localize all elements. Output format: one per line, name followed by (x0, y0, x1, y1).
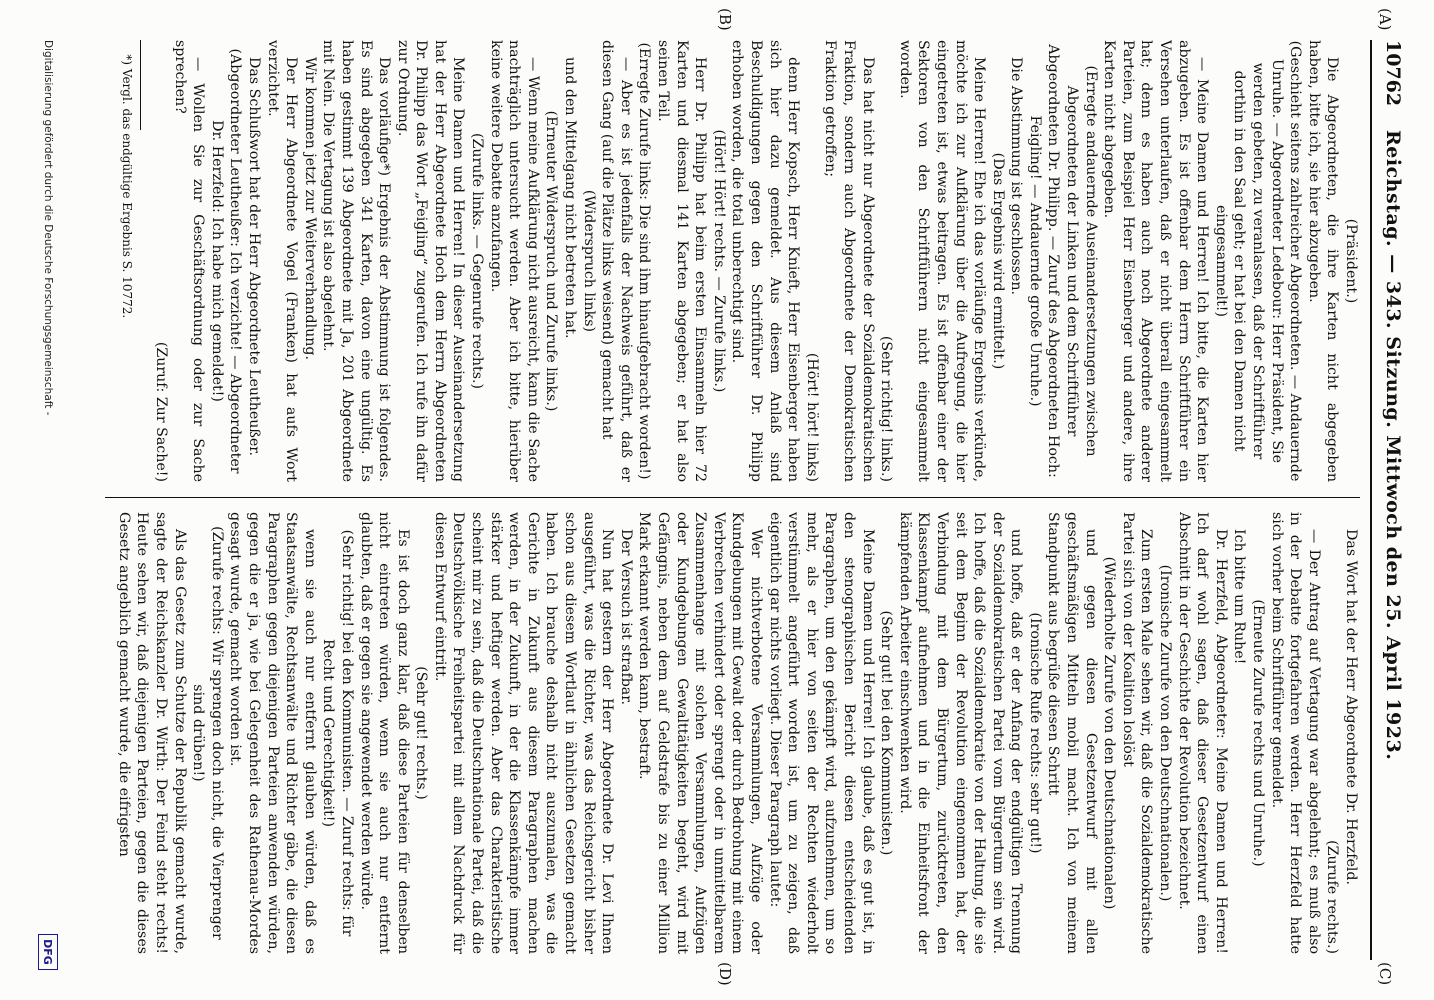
right-column-paragraph: Als das Gesetz zum Schutze der Republik gemacht wurde, sagte der Reichskanzler Dr. Wirth: Der Feind steht rechts! Heute sehen wir, daß diejenigen Parteien, gegen die dieses Gesetz angeblich gemacht wurde, die eifrigsten (115, 512, 188, 954)
left-column-paragraph: (Abgeordneter Leutheußer: Ich verzichte! — Abgeordneter Dr. Herzfeld: Ich habe mich gemeldet!) (208, 48, 244, 474)
margin-label-c: (C) (1376, 962, 1394, 986)
right-column-paragraph: Nun hat gestern der Herr Abgeordnete Dr. Levi Ihnen ausgeführt, was die Richter, was das Reichsgericht bisher schon aus diesem Wortlaut in ähnlichen Gesetzen gemacht haben. Ich brauche deshalb nicht auszumalen, was die Gerichte in Zukunft aus diesem Paragraphen machen werden, in der Zukunft, in der die Klassenkämpfe immer stärker und heftiger werden. Aber das Charakteristische scheint mir zu sein, daß die Deutschnationale Partei, daß die Deutschvölkische Freiheitspartei mit allem Nachdruck für diesen Entwurf eintritt. (431, 512, 616, 954)
left-column-paragraph: Wir kommen jetzt zur Weiterverhandlung. (301, 57, 318, 361)
margin-label-b: (B) (716, 8, 734, 31)
right-column-paragraph: Meine Damen und Herren! Ich glaube, daß es gut ist, in den stenographischen Bericht diesen entscheidenden Paragraphen, um den gekämpft wird, aufzunehmen, um so mehr, als er hier von seiten der Rechten wiederholt verstümmelt angeführt worden ist, um zu zeigen, daß eigentlich gar nichts vorliegt. Dieser Paragraph lautet: (766, 512, 876, 954)
left-column-paragraph: Die Abstimmung ist geschlossen. (1008, 57, 1025, 296)
right-column-paragraph: (Ironische Zurufe von den Deutschnationalen.) (1157, 564, 1174, 902)
left-column-paragraph: Meine Herren! Ehe ich das vorläufige Ergebnis verkünde, möchte ich zur Aufklärung über die Aufregung, die hier eingetreten ist, etwas beitragen. Es ist offenbar einer der Sektoren von den Schriftführern nicht eingesammelt worden. (896, 40, 988, 482)
left-column-paragraph: Meine Damen und Herren! In dieser Auseinandersetzung hat der Herr Abgeordnete Hoch dem Herrn Abgeordneten Dr. Philipp das Wort „Feigling“ zugerufen. Ich rufe ihn dafür zur Ordnung. (394, 40, 467, 482)
right-column-paragraph: (Sehr gut! rechts.) (413, 666, 430, 800)
left-column-paragraph: (Sehr richtig! links.) (878, 335, 895, 482)
left-column-paragraph: (Geschieht seitens zahlreicher Abgeordneten. — Andauernde Unruhe. — Abgeordneter Ledebour: Herr Präsident, Sie werden gebeten, zu veranlassen, daß der Schriftführer dorthin in den Saal geht; er hat bei den Damen nicht eingesammelt!) (1212, 40, 1304, 482)
footnote-rule (140, 40, 141, 130)
right-column-paragraph: wenn sie auch nur entfernt glauben würden, daß es Staatsanwälte, Rechtsanwälte und Richter gäbe, die diesen Paragraphen gegen diejenigen Parteien anwenden würden, gegen die er ja, wie bei Gelegenheit des Rathenau-Mordes gesagt wurde, gemacht worden ist. (227, 512, 318, 954)
right-column-paragraph: (Wiederholte Zurufe von den Deutschnationalen) (1101, 556, 1118, 910)
left-column-paragraph: — Aber es ist jedenfalls der Nachweis geführt, daß er diesen Gang (auf die Plätze links weisend) gemacht hat (599, 40, 634, 482)
right-column-paragraph: und gegen diesen Gesetzentwurf mit allen geschäftsmäßigen Mitteln mobil macht. Ich von meinem Standpunkt aus begrüße diesen Schritt (1045, 512, 1099, 954)
left-column-paragraph: — Wenn meine Aufklärung nicht ausreicht, kann die Sache nachträglich untersucht werden. Aber ich bitte, hierüber keine weitere Debatte anzufangen. (487, 40, 541, 482)
left-column-paragraph: (Erregte Zurufe links: Die sind ihm hinaufgebracht worden!) (636, 42, 653, 480)
left-column-paragraph: und den Mittelgang nicht betreten hat. (562, 57, 579, 339)
left-column-paragraph: (Zurufe links. — Gegenrufe rechts.) (469, 132, 486, 390)
left-column-paragraph: (Hört! Hört! rechts. — Zurufe links.) (710, 129, 727, 393)
margin-label-a: (A) (1376, 8, 1394, 31)
right-column-paragraph: Dr. Herzfeld, Abgeordneter: Meine Damen und Herren! Ich darf wohl sagen, daß dieser Gesetzentwurf einen Abschnitt in der Geschichte der Revolution bezeichnet. (1175, 512, 1229, 954)
left-column (105, 40, 1360, 482)
right-column-paragraph: (Erneute Zurufe rechts und Unruhe.) (1250, 599, 1267, 867)
right-column-paragraph: Wer nichtverbotene Versammlungen, Aufzüge oder Kundgebungen mit Gewalt oder durch Bedrohung mit einem Verbrechen verhindert oder sprengt oder in unmittelbarem Zusammenhange mit solchen Versammlungen, Aufzügen oder Kundgebungen Gewalttätigkeiten begeht, wird mit Gefängnis, neben dem auf Geldstrafe bis zu einer Million Mark erkannt werden kann, bestraft. (636, 512, 764, 954)
left-column-paragraph: (Erneuter Widerspruch und Zurufe links.) (543, 110, 560, 412)
right-column-paragraph: Zum ersten Male sehen wir, daß die Sozialdemokratische Partei sich von der Koalition loslöst (1119, 512, 1155, 954)
column-divider (105, 497, 1360, 498)
right-column-paragraph: (Ironische Rufe rechts: sehr gut!) (1026, 612, 1043, 854)
left-column-paragraph: Das hat nicht nur Abgeordnete der Sozialdemokratischen Fraktion, sondern auch Abgeordnete der Demokratischen Fraktion getroffen; (822, 40, 876, 482)
left-column-paragraph: (Erregte andauernde Auseinandersetzungen zwischen Abgeordneten der Linken und dem Schriftführer Abgeordneten Dr. Philipp. — Zuruf des Abgeordneten Hoch: Feigling! — Andauernde große Unruhe.) (1026, 44, 1099, 478)
left-column-paragraph: — Meine Damen und Herren! Ich bitte, die Karten hier abzugeben. Es ist offenbar dem Herrn Schriftführer ein Versehen unterlaufen, daß er nicht überall eingesammelt hat; denn es haben auch noch Abgeordnete anderer Parteien, zum Beispiel Herr Eisenberger und andere, ihre Karten nicht abgegeben. (1101, 40, 1211, 482)
right-column-paragraph: Der Versuch ist strafbar. (617, 529, 634, 706)
right-column-paragraph: Das Wort hat der Herr Abgeordnete Dr. Herzfeld. (1343, 529, 1359, 885)
right-column (105, 512, 1360, 954)
right-column-paragraph: (Sehr gut! bei den Kommunisten.) (878, 610, 895, 856)
footnote: *) Vergl. das endgültige Ergebnis S. 10772. (120, 54, 135, 319)
right-column-paragraph: und hoffe, daß er der Anfang der endgültigen Trennung der Sozialdemokratischen Partei vom Bürgertum sein wird. Ich hoffe, daß die Sozialdemokratie von der Haltung, die sie seit dem Beginn der Revolution eingenommen hat, der Verbindung mit dem Bürgertum, zurücktreten, den Klassenkampf aufnehmen und in die Einheitsfront der kämpfenden Arbeiter einschwenken wird. (896, 512, 1025, 954)
right-column-paragraph: Es ist doch ganz klar, daß diese Parteien für denselben nicht eintreten würden, wenn sie auch nur entfernt glaubten, daß er gegen sie angewendet werden würde. (357, 512, 411, 954)
left-column-paragraph: (Zuruf: Zur Sache!) (153, 341, 169, 482)
dfg-logo: DFG (38, 934, 58, 970)
right-column-paragraph: Ich bitte um Ruhe! (1231, 529, 1248, 665)
page-header (1370, 40, 1404, 960)
left-column-paragraph: Die Abgeordneten, die ihre Karten nicht abgegeben haben, bitte ich, sie hier abzugeben. (1305, 40, 1341, 482)
left-column-paragraph: — Wollen Sie zur Geschäftsordnung oder zur Sache sprechen? (171, 40, 207, 482)
margin-label-d: (D) (716, 962, 734, 986)
left-column-paragraph: (Präsident.) (1343, 218, 1359, 304)
right-column-paragraph: — Der Antrag auf Vertagung war abgelehnt; es muß also in der Debatte fortgefahren werden. Herr Herzfeld hatte sich vorher beim Schriftführer gemeldet. (1268, 512, 1322, 954)
right-column-paragraph: (Zurufe rechts: Wir sprengen doch nicht, die Vierprenger sind drüben!) (190, 526, 225, 940)
left-column-paragraph: (Das Ergebnis wird ermittelt.) (989, 152, 1006, 370)
left-column-paragraph: denn Herr Kopsch, Herr Knieft, Herr Eisenberger haben sich hier dazu gemeldet. Aus diesem Anlaß sind Beschuldigungen gegen den Schriftführer Dr. Philipp erhoben worden, die total unberechtigt sind. (729, 40, 802, 482)
left-column-paragraph: Herr Dr. Philipp hat beim ersten Einsammeln hier 72 Karten und diesmal 141 Karten abgegeben; er hat also seinen Teil. (655, 40, 709, 482)
left-column-paragraph: Der Herr Abgeordnete Vogel (Franken) hat aufs Wort verzichtet. (264, 40, 300, 482)
digitization-note: Digitalisierung gefördert durch die Deutsche Forschungsgemeinschaft - (42, 40, 54, 416)
page-title: Reichstag. — 343. Sitzung. Mittwoch den 25. April 1923. (1382, 130, 1404, 761)
page-number: 10762 (1382, 40, 1404, 107)
right-column-paragraph: (Zurufe rechts.) (1324, 840, 1341, 954)
left-column-paragraph: Das vorläufige*) Ergebnis der Abstimmung ist folgendes. Es sind abgegeben 341 Karten, davon eine ungültig. Es haben gestimmt 139 Abgeordnete mit Ja, 201 Abgeordnete mit Nein. Die Vertagung ist also abgelehnt. (320, 40, 393, 482)
right-column-paragraph: (Sehr richtig! bei den Kommunisten. — Zuruf rechts: für Recht und Gerechtigkeit!) (320, 529, 355, 937)
left-column-paragraph: Das Schlußwort hat der Herr Abgeordnete Leutheußer. (245, 57, 262, 456)
left-column-paragraph: (Hört! hört! links) (803, 352, 820, 482)
left-column-paragraph: (Widerspruch links) (580, 189, 597, 333)
